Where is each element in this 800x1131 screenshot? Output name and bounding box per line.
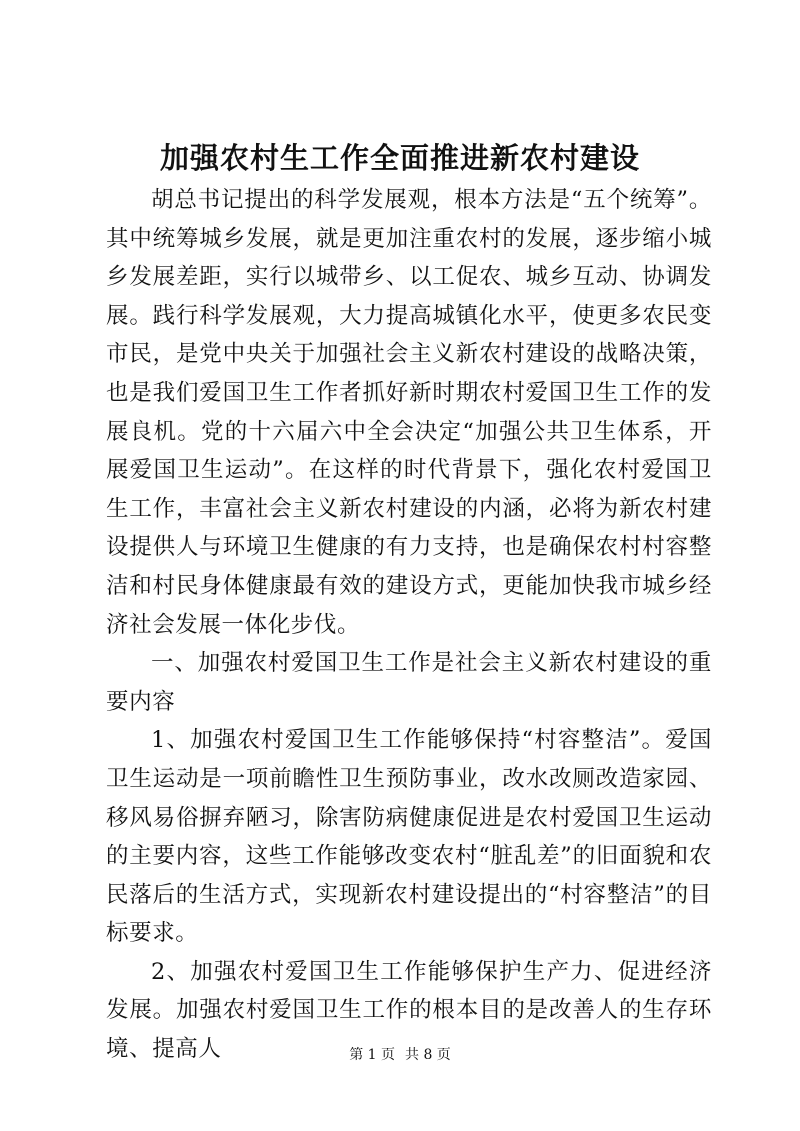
page-footer — [0, 1045, 800, 1065]
page-total: 共 8 页 — [405, 1047, 451, 1063]
paragraph-intro: 胡总书记提出的科学发展观，根本方法是“五个统筹”。其中统筹城乡发展，就是更加注重农村的发展，逐步缩小城乡发展差距，实行以城带乡、以工促农、城乡互动、协调发展。践行科学发展观，大力提高城镇化水平，使更多农民变市民，是党中央关于加强社会主义新农村建设的战略决策，也是我们爱国卫生工作者抓好新时期农村爱国卫生工作的发展良机。党的十六届六中全会决定“加强公共卫生体系，开展爱国卫生运动”。在这样的时代背景下，强化农村爱国卫生工作，丰富社会主义新农村建设的内涵，必将为新农村建设提供人与环境卫生健康的有力支持，也是确保农村村容整洁和村民身体健康最有效的建设方式，更能加快我市城乡经济社会发展一体化步伐。 — [106, 187, 712, 638]
paragraph-point-1: 1、加强农村爱国卫生工作能够保持“村容整洁”。爱国卫生运动是一项前瞻性卫生预防事业，改水改厕改造家园、移风易俗摒弃陋习，除害防病健康促进是农村爱国卫生运动的主要内容，这些工作能够改变农村“脏乱差”的旧面貌和农民落后的生活方式，实现新农村建设提出的“村容整洁”的目标要求。 — [106, 727, 712, 947]
paragraph-point-2: 2、加强农村爱国卫生工作能够保护生产力、促进经济发展。加强农村爱国卫生工作的根本目的是改善人的生存环境、提高人 — [106, 958, 712, 1063]
page-number: 第 1 页 — [349, 1047, 395, 1063]
document-title: 加强农村生工作全面推进新农村建设 — [159, 141, 640, 175]
document-body — [106, 181, 712, 1069]
section-heading-1: 一、加强农村爱国卫生工作是社会主义新农村建设的重要内容 — [106, 650, 712, 715]
